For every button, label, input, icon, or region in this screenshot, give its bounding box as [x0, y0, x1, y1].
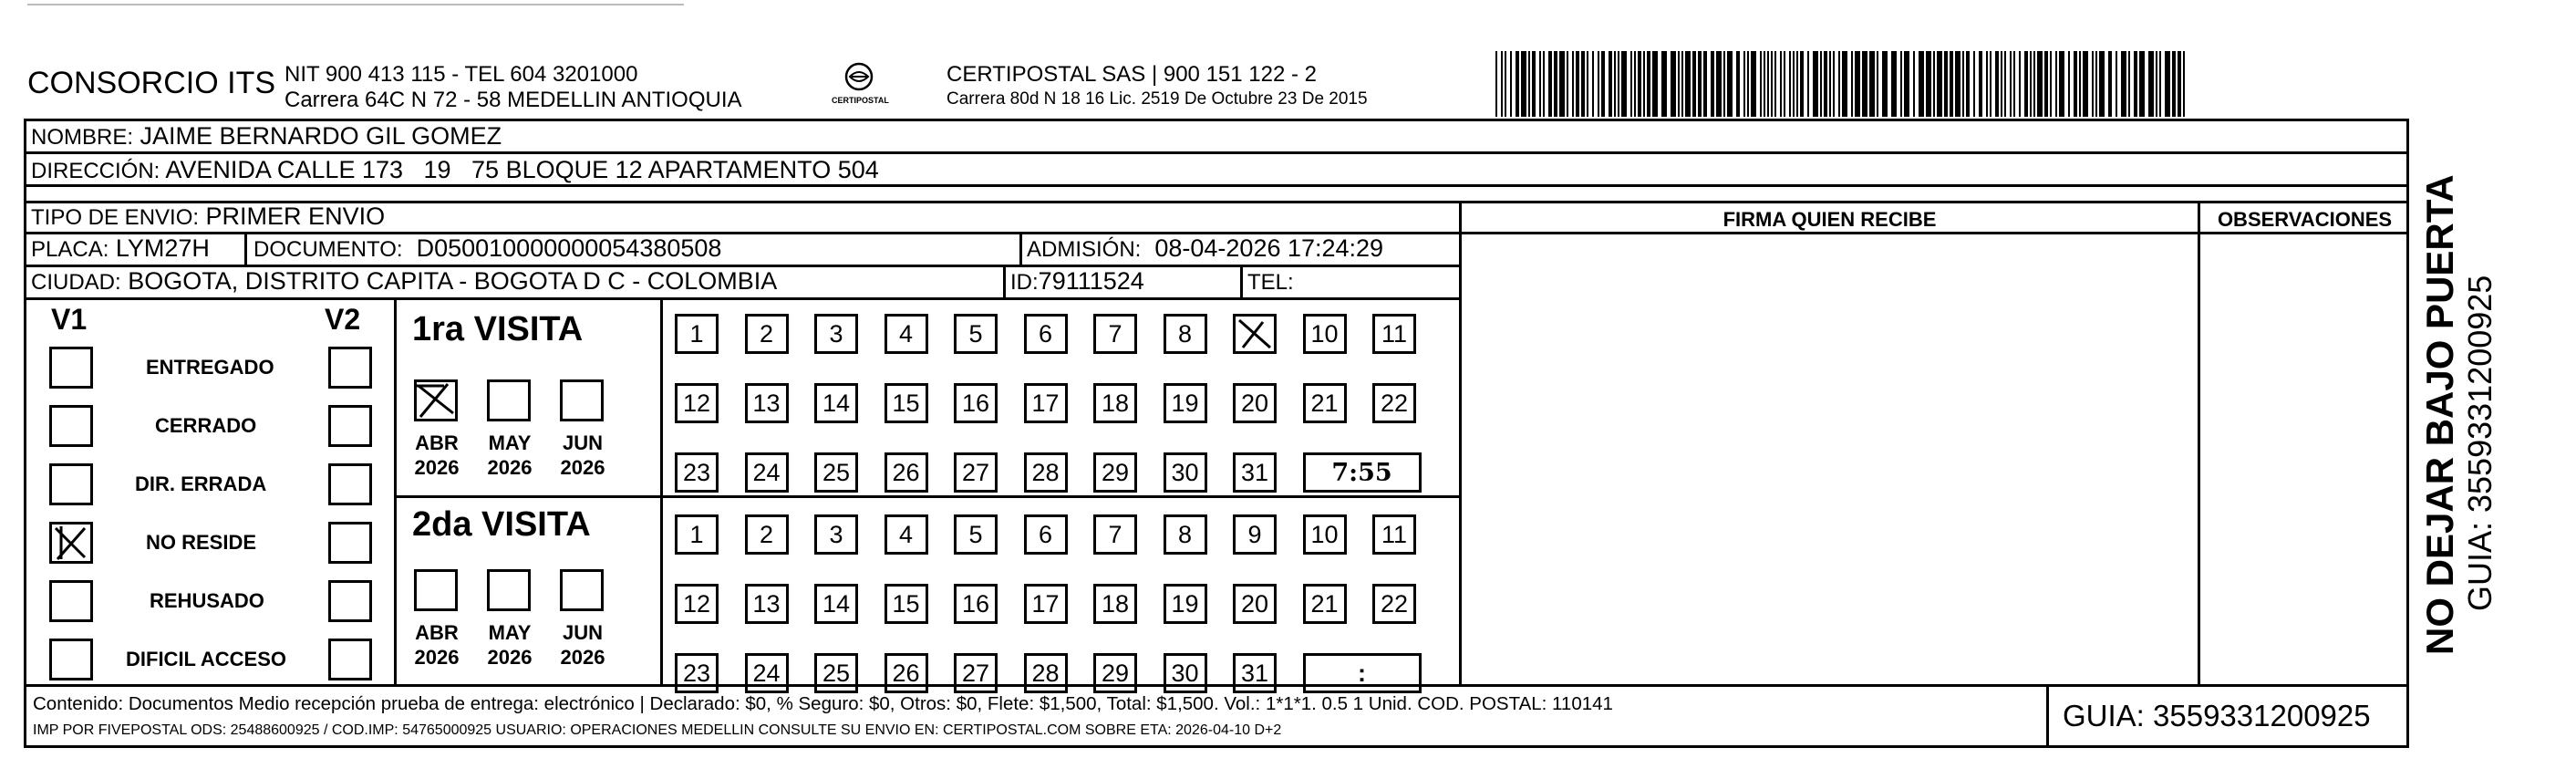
status-v1-checkbox[interactable] — [49, 405, 93, 447]
barcode-bar — [2068, 51, 2070, 117]
barcode-bar — [1904, 51, 1909, 117]
v2-header: V2 — [325, 303, 361, 336]
barcode-bar — [1767, 51, 1769, 117]
barcode-bar — [1789, 51, 1791, 117]
first-visit-title: 1ra VISITA — [412, 310, 584, 348]
day-box[interactable]: 3 — [814, 314, 858, 354]
logo-text: CERTIPOSTAL — [832, 96, 889, 105]
barcode-bar — [1576, 51, 1579, 117]
day-box[interactable]: 7 — [1093, 314, 1137, 354]
barcode-bar — [1771, 51, 1773, 117]
barcode-bar — [1855, 51, 1860, 117]
day-box[interactable]: 1 — [675, 314, 719, 354]
barcode-bar — [1661, 51, 1667, 117]
tipo-label: TIPO DE ENVIO: — [31, 205, 200, 230]
day-box[interactable]: 18 — [1093, 383, 1137, 423]
barcode-bar — [1505, 51, 1506, 117]
barcode-bar — [1877, 51, 1878, 117]
barcode-bar — [2001, 51, 2002, 117]
barcode-bar — [1581, 51, 1585, 117]
v1-header: V1 — [51, 303, 88, 336]
month-year: 2026 — [414, 646, 460, 669]
month-label — [551, 431, 615, 480]
id-label: ID: — [1010, 270, 1039, 295]
barcode-bar — [1539, 51, 1541, 117]
barcode-bar — [1554, 51, 1557, 117]
barcode-bar — [2024, 51, 2028, 117]
barcode-bar — [2074, 51, 2077, 117]
barcode-bar — [2165, 51, 2170, 117]
barcode-bar — [1543, 51, 1545, 117]
day-box[interactable]: 10 — [1303, 514, 1347, 555]
month-checkbox[interactable] — [560, 379, 604, 421]
second-visit-title: 2da VISITA — [412, 505, 591, 544]
barcode-bar — [1833, 51, 1835, 117]
tel-label: TEL: — [1247, 270, 1294, 295]
month-name: ABR — [415, 431, 459, 454]
barcode-bar — [1736, 51, 1740, 117]
day-box[interactable]: 17 — [1024, 584, 1068, 624]
barcode-bar — [2172, 51, 2176, 117]
barcode-bar — [1621, 51, 1627, 117]
barcode-bar — [2134, 51, 2137, 117]
day-box[interactable]: 19 — [1164, 383, 1207, 423]
month-year: 2026 — [414, 456, 460, 479]
company-address: Carrera 64C N 72 - 58 MEDELLIN ANTIOQUIA — [284, 88, 742, 112]
id-value: 79111524 — [1038, 267, 1144, 295]
status-label: REHUSADO — [150, 589, 264, 612]
status-label: ENTREGADO — [146, 356, 274, 379]
barcode-bar — [1692, 51, 1696, 117]
observaciones-header: OBSERVACIONES — [2217, 208, 2393, 231]
tel-row — [1247, 267, 1294, 296]
day-box[interactable]: 15 — [885, 584, 928, 624]
admision-row — [1027, 234, 1383, 263]
day-box[interactable]: 27 — [954, 452, 998, 493]
firma-header: FIRMA QUIEN RECIBE — [1723, 208, 1937, 231]
ciudad-row — [31, 267, 777, 296]
status-label: CERRADO — [155, 414, 257, 437]
contenido-line: Contenido: Documentos Medio recepción prueba de entrega: electrónico | Declarado: $0, % Seguro: $0, Otros: $0, Flete: $1,500, Total: $1,500. Vol.: 1*1*1. 0.5 1 Unid. COD. POSTAL: 110141 — [33, 693, 1613, 714]
day-box[interactable]: 4 — [885, 514, 928, 555]
nit-line: NIT 900 413 115 - TEL 604 3201000 — [284, 62, 638, 87]
month-checkbox[interactable] — [560, 569, 604, 611]
status-v2-checkbox[interactable] — [328, 580, 372, 622]
barcode-bar — [1671, 51, 1676, 117]
status-v2-checkbox[interactable] — [328, 522, 372, 564]
barcode-bar — [1937, 51, 1942, 117]
first-visit-time[interactable]: 7:55 — [1303, 452, 1422, 493]
day-box[interactable]: 21 — [1303, 584, 1347, 624]
barcode-bar — [1824, 51, 1827, 117]
barcode-bar — [1955, 51, 1960, 117]
day-box[interactable]: 6 — [1024, 314, 1068, 354]
month-checkbox[interactable] — [414, 569, 458, 611]
barcode-bar — [1793, 51, 1795, 117]
day-box[interactable]: 20 — [1233, 383, 1277, 423]
nombre-value: JAIME BERNARDO GIL GOMEZ — [140, 122, 502, 150]
barcode-bar — [1643, 51, 1645, 117]
month-checkbox[interactable] — [414, 379, 458, 421]
barcode-bar — [1774, 51, 1776, 117]
barcode-bar — [1572, 51, 1574, 117]
barcode-bar — [1559, 51, 1565, 117]
month-label — [551, 620, 615, 670]
barcode-bar — [2004, 51, 2006, 117]
barcode-bar — [2044, 51, 2048, 117]
barcode-bar — [1495, 51, 1497, 117]
barcode-bar — [2121, 51, 2126, 117]
certipostal-address: Carrera 80d N 18 16 Lic. 2519 De Octubre 23 De 2015 — [947, 89, 1368, 109]
month-name: JUN — [562, 431, 603, 454]
barcode-bar — [1751, 51, 1756, 117]
barcode-bar — [1869, 51, 1875, 117]
barcode-bar — [2156, 51, 2157, 117]
day-box[interactable]: 21 — [1303, 383, 1347, 423]
barcode-bar — [1796, 51, 1798, 117]
certipostal-line: CERTIPOSTAL SAS | 900 151 122 - 2 — [947, 62, 1317, 87]
barcode-bar — [2183, 51, 2185, 117]
month-name: MAY — [488, 621, 532, 644]
status-v2-checkbox[interactable] — [328, 405, 372, 447]
day-box[interactable]: 12 — [675, 383, 719, 423]
barcode-bar — [1962, 51, 1964, 117]
top-rule — [27, 4, 684, 5]
day-box[interactable]: 30 — [1164, 653, 1207, 693]
barcode-bar — [1966, 51, 1970, 117]
barcode-bar — [2037, 51, 2043, 117]
barcode-bar — [2055, 51, 2057, 117]
barcode-bar — [1510, 51, 1512, 117]
day-box[interactable]: 5 — [954, 314, 998, 354]
day-box[interactable]: 19 — [1164, 584, 1207, 624]
barcode-bar — [2013, 51, 2015, 117]
barcode-bar — [1842, 51, 1847, 117]
barcode-bar — [2050, 51, 2052, 117]
day-box[interactable]: 13 — [745, 584, 789, 624]
day-box[interactable]: 22 — [1372, 584, 1416, 624]
barcode-bar — [1521, 51, 1526, 117]
barcode-bar — [1933, 51, 1935, 117]
day-box[interactable]: 13 — [745, 383, 789, 423]
barcode-bar — [1598, 51, 1599, 117]
placa-value: LYM27H — [115, 234, 210, 262]
tipo-value: PRIMER ENVIO — [205, 203, 386, 230]
barcode-bar — [1995, 51, 1999, 117]
tipo-row — [31, 203, 385, 231]
barcode-bar — [2116, 51, 2117, 117]
day-box[interactable]: 14 — [814, 584, 858, 624]
barcode-bar — [1548, 51, 1552, 117]
status-label: DIFICIL ACCESO — [126, 648, 287, 670]
barcode-bar — [2128, 51, 2130, 117]
company-name: CONSORCIO ITS — [27, 66, 276, 100]
month-label — [478, 431, 542, 480]
x-mark-icon — [1236, 317, 1274, 351]
barcode-bar — [2079, 51, 2081, 117]
barcode-bar — [1784, 51, 1785, 117]
barcode-bar — [1800, 51, 1804, 117]
status-v1-checkbox[interactable] — [49, 580, 93, 622]
day-box[interactable]: 29 — [1093, 452, 1137, 493]
direccion-label: DIRECCIÓN: — [31, 159, 160, 183]
placa-row — [31, 234, 210, 263]
status-v2-checkbox[interactable] — [328, 463, 372, 505]
barcode-bar — [1638, 51, 1641, 117]
barcode-bar — [1681, 51, 1683, 117]
barcode-bar — [1609, 51, 1612, 117]
day-box[interactable]: 31 — [1233, 452, 1277, 493]
day-box[interactable]: 23 — [675, 452, 719, 493]
barcode-bar — [2092, 51, 2094, 117]
status-label: DIR. ERRADA — [135, 473, 267, 495]
day-box[interactable]: 24 — [745, 452, 789, 493]
status-v2-checkbox[interactable] — [328, 347, 372, 389]
barcode-bar — [1711, 51, 1714, 117]
barcode-bar — [1760, 51, 1762, 117]
footer-guia: GUIA: 3559331200925 — [2063, 699, 2371, 732]
month-label — [478, 620, 542, 670]
barcode-bar — [1652, 51, 1658, 117]
day-box[interactable]: 26 — [885, 653, 928, 693]
barcode-bar — [1601, 51, 1605, 117]
barcode-bar — [1630, 51, 1632, 117]
day-box[interactable]: 5 — [954, 514, 998, 555]
month-label — [405, 620, 469, 670]
day-box[interactable]: 28 — [1024, 452, 1068, 493]
barcode-bar — [1743, 51, 1745, 117]
documento-label: DOCUMENTO: — [253, 237, 403, 262]
day-box[interactable]: 15 — [885, 383, 928, 423]
barcode-bar — [1820, 51, 1822, 117]
admision-label: ADMISIÓN: — [1027, 237, 1142, 262]
day-box[interactable]: 31 — [1233, 653, 1277, 693]
barcode-bar — [1973, 51, 1975, 117]
month-name: ABR — [415, 621, 459, 644]
day-box[interactable]: 4 — [885, 314, 928, 354]
day-box[interactable]: 18 — [1093, 584, 1137, 624]
ciudad-value: BOGOTA, DISTRITO CAPITA - BOGOTA D C - COLOMBIA — [128, 267, 778, 295]
direccion-value: AVENIDA CALLE 173 19 75 BLOQUE 12 APARTAMENTO 504 — [165, 156, 879, 183]
barcode-bar — [1647, 51, 1650, 117]
id-row — [1010, 267, 1144, 296]
x-mark-icon — [417, 382, 455, 419]
day-box[interactable]: 29 — [1093, 653, 1137, 693]
status-label: NO RESIDE — [146, 531, 257, 554]
barcode-bar — [1990, 51, 1991, 117]
day-box[interactable]: 8 — [1164, 514, 1207, 555]
barcode-bar — [1614, 51, 1616, 117]
barcode-bar — [1618, 51, 1619, 117]
barcode-bar — [2159, 51, 2161, 117]
barcode-bar — [2108, 51, 2112, 117]
barcode-bar — [1838, 51, 1840, 117]
barcode-bar — [1592, 51, 1594, 117]
documento-row — [253, 234, 721, 263]
placa-label: PLACA: — [31, 237, 109, 262]
barcode-bar — [1727, 51, 1733, 117]
barcode-bar — [2139, 51, 2145, 117]
day-box[interactable] — [1233, 314, 1277, 354]
x-mark-icon — [52, 525, 90, 561]
barcode-bar — [1747, 51, 1749, 117]
day-box[interactable]: 2 — [745, 514, 789, 555]
day-box[interactable]: 17 — [1024, 383, 1068, 423]
day-box[interactable]: 22 — [1372, 383, 1416, 423]
ciudad-label: CIUDAD: — [31, 270, 121, 295]
day-box[interactable]: 30 — [1164, 452, 1207, 493]
barcode-bar — [2033, 51, 2035, 117]
day-box[interactable]: 26 — [885, 452, 928, 493]
barcode-bar — [1944, 51, 1948, 117]
month-label — [405, 431, 469, 480]
barcode-bar — [1567, 51, 1568, 117]
barcode-bar — [1926, 51, 1931, 117]
barcode-bar — [2148, 51, 2154, 117]
side-guia: GUIA: 3559331200925 — [2461, 275, 2498, 611]
month-year: 2026 — [560, 456, 605, 479]
admision-value: 08-04-2026 17:24:29 — [1154, 234, 1384, 262]
barcode-bar — [1685, 51, 1691, 117]
barcode-bar — [1986, 51, 1988, 117]
barcode-bar — [1634, 51, 1636, 117]
barcode-bar — [1678, 51, 1680, 117]
month-year: 2026 — [487, 456, 533, 479]
second-visit-time[interactable]: : — [1303, 653, 1422, 693]
barcode-bar — [1501, 51, 1503, 117]
barcode-bar — [1829, 51, 1831, 117]
day-box[interactable]: 11 — [1372, 514, 1416, 555]
status-v1-checkbox[interactable] — [49, 522, 93, 564]
month-checkbox[interactable] — [487, 379, 531, 421]
status-v2-checkbox[interactable] — [328, 639, 372, 680]
barcode-bar — [1698, 51, 1702, 117]
day-box[interactable]: 11 — [1372, 314, 1416, 354]
day-box[interactable]: 16 — [954, 584, 998, 624]
status-v1-checkbox[interactable] — [49, 347, 93, 389]
day-box[interactable]: 6 — [1024, 514, 1068, 555]
day-box[interactable]: 25 — [814, 452, 858, 493]
day-box[interactable]: 7 — [1093, 514, 1137, 555]
imp-line: IMP POR FIVEPOSTAL ODS: 25488600925 / COD.IMP: 54765000925 USUARIO: OPERACIONES MEDELLIN CONSULTE SU ENVIO EN: CERTIPOSTAL.COM SOBRE ETA: 2026-04-10 D+2 — [33, 722, 1282, 738]
barcode-bar — [1950, 51, 1953, 117]
barcode — [1495, 51, 2188, 117]
barcode-bar — [1723, 51, 1725, 117]
day-box[interactable]: 24 — [745, 653, 789, 693]
day-box[interactable]: 2 — [745, 314, 789, 354]
day-box[interactable]: 25 — [814, 653, 858, 693]
barcode-bar — [2083, 51, 2088, 117]
day-box[interactable]: 3 — [814, 514, 858, 555]
barcode-bar — [1703, 51, 1707, 117]
barcode-bar — [1764, 51, 1765, 117]
day-box[interactable]: 20 — [1233, 584, 1277, 624]
month-name: MAY — [488, 431, 532, 454]
nombre-row — [31, 122, 502, 151]
day-box[interactable]: 28 — [1024, 653, 1068, 693]
day-box[interactable]: 27 — [954, 653, 998, 693]
barcode-bar — [2099, 51, 2105, 117]
day-box[interactable]: 12 — [675, 584, 719, 624]
barcode-bar — [1900, 51, 1902, 117]
barcode-bar — [1851, 51, 1853, 117]
barcode-bar — [1807, 51, 1809, 117]
nombre-label: NOMBRE: — [31, 125, 134, 150]
month-checkbox[interactable] — [487, 569, 531, 611]
barcode-bar — [1919, 51, 1924, 117]
barcode-bar — [1716, 51, 1722, 117]
day-box[interactable]: 23 — [675, 653, 719, 693]
barcode-bar — [2019, 51, 2021, 117]
barcode-bar — [1528, 51, 1530, 117]
month-year: 2026 — [487, 646, 533, 669]
month-name: JUN — [562, 621, 603, 644]
day-box[interactable]: 9 — [1233, 514, 1277, 555]
documento-value: D050010000000054380508 — [416, 234, 722, 262]
barcode-bar — [2178, 51, 2181, 117]
barcode-bar — [1913, 51, 1915, 117]
side-warning: NO DEJAR BAJO PUERTA — [2418, 174, 2461, 655]
status-v1-checkbox[interactable] — [49, 639, 93, 680]
side-text — [2418, 144, 2528, 655]
barcode-bar — [1882, 51, 1888, 117]
barcode-bar — [1979, 51, 1982, 117]
barcode-bar — [2030, 51, 2032, 117]
day-box[interactable]: 10 — [1303, 314, 1347, 354]
day-box[interactable]: 1 — [675, 514, 719, 555]
day-box[interactable]: 8 — [1164, 314, 1207, 354]
barcode-bar — [1862, 51, 1867, 117]
day-box[interactable]: 16 — [954, 383, 998, 423]
day-box[interactable]: 14 — [814, 383, 858, 423]
barcode-bar — [2095, 51, 2097, 117]
barcode-bar — [1813, 51, 1818, 117]
barcode-bar — [1532, 51, 1536, 117]
logo-icon — [841, 62, 877, 95]
direccion-row — [31, 156, 879, 184]
barcode-bar — [1891, 51, 1897, 117]
barcode-bar — [2059, 51, 2064, 117]
barcode-bar — [2010, 51, 2012, 117]
status-v1-checkbox[interactable] — [49, 463, 93, 505]
barcode-bar — [1780, 51, 1782, 117]
barcode-bar — [1587, 51, 1588, 117]
barcode-bar — [1516, 51, 1519, 117]
month-year: 2026 — [560, 646, 605, 669]
certipostal-logo — [832, 62, 889, 113]
